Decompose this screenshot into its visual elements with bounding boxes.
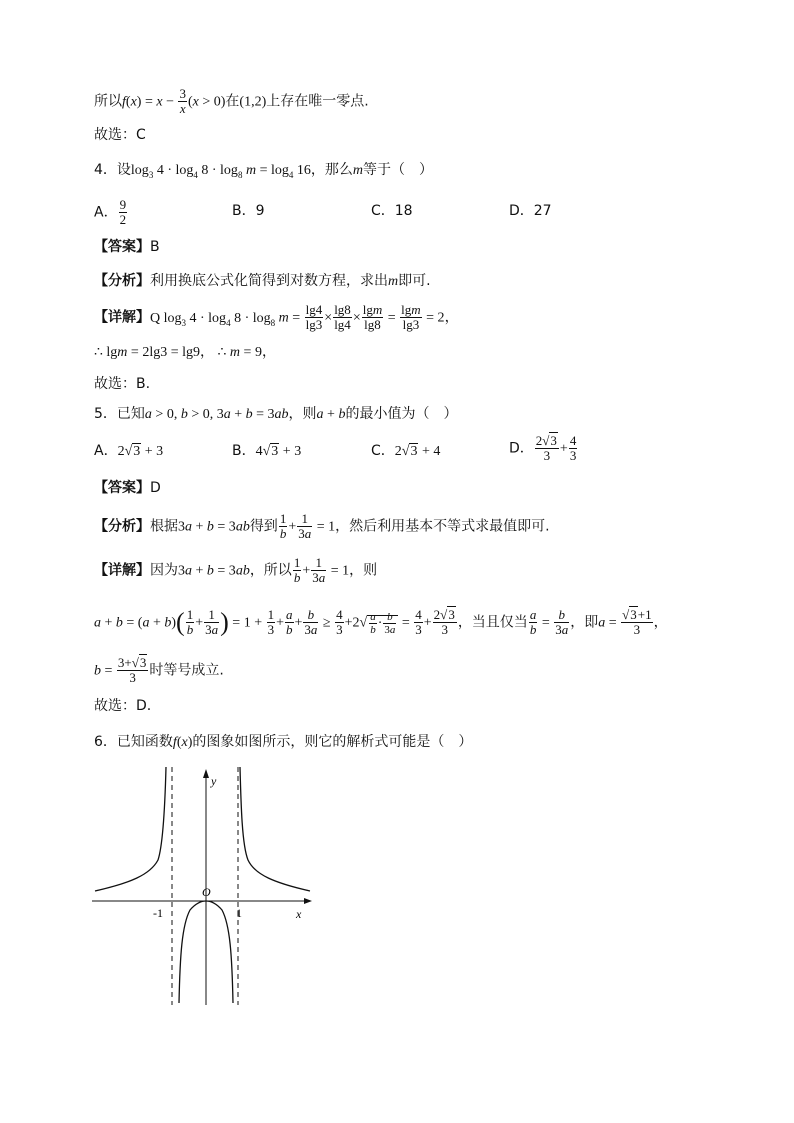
y-axis-label: y xyxy=(211,774,217,788)
q5-detail: 【详解】因为3a + b = 3ab，所以 $\frac{1}{b}$ + $\frac{1}{3a}$ = 1，则 xyxy=(94,555,378,585)
q5-analysis: 【分析】根据3a + b = 3ab得到 $\frac{1}{b}$ + $\frac{1}{3a}$ = 1，然后利用基本不等式求最值即可. xyxy=(94,511,550,541)
fraction: $\frac{3}{x}$ xyxy=(179,86,186,116)
origin-label: O xyxy=(202,885,211,899)
conclusion-line: 所以f(x) = x − $\frac{3}{x}$ (x > 0)在(1,2)上存在唯一零点. xyxy=(94,86,369,116)
tick-label-neg-one: -1 xyxy=(153,906,163,920)
curve-left-branch xyxy=(95,767,166,891)
q5-equality: b = $\frac{3+√3}{3}$ 时等号成立. xyxy=(94,655,224,685)
q4-option-b[interactable]: B．9 xyxy=(232,203,265,219)
tick-label-one: 1 xyxy=(236,906,242,920)
q5-final: 故选：D. xyxy=(94,698,152,714)
q4-detail: 【详解】Q $\log_3 4 \cdot \log_4 8 \cdot \log_8 m$ = $\frac{\lg 4}{\lg 3}$ × $\frac{\lg 8}{\lg 4}$ × $\frac{\lg m}{\lg 8}$ = $\frac{\lg m}{\lg 3}$ = 2， xyxy=(94,302,459,332)
q5-inequality: a + b = (a + b)( $\frac{1}{b}$ + $\frac{1}{3a}$ ) = 1 + $\frac{1}{3}$ + $\frac{a}{b}$ + $\frac{b}{3a}$ ≥ $\frac{4}{3}$ +2√ $\frac{a}{b}$ · $\frac{b}{3a}$ = $\frac{4}{3}$ + $\frac{2√3}{3}$ ，当且仅当 $\frac{a}{b}$ = $\frac{b}{3a}$ ，即a = $\frac{√3+1}{3}$ ， xyxy=(94,607,668,637)
q4-analysis: 【分析】利用换底公式化简得到对数方程，求出m即可. xyxy=(94,273,431,289)
x-axis-arrow xyxy=(304,898,312,904)
q4-answer: 【答案】B xyxy=(94,239,160,255)
question-6-stem: 6．已知函数f(x)的图象如图所示，则它的解析式可能是（ ） xyxy=(94,734,473,750)
question-4-stem: 4．设$\log_3 4 \cdot \log_4 8 \cdot \log_8 m = \log_4 16$，那么m等于（ ） xyxy=(94,162,433,180)
y-axis-arrow xyxy=(203,769,209,778)
function-graph xyxy=(90,765,320,1010)
q4-option-d[interactable]: D．27 xyxy=(509,203,552,219)
q5-option-a[interactable]: A．2√3 + 3 xyxy=(94,443,164,459)
q4-option-a[interactable]: A． $\frac{9}{2}$ xyxy=(94,197,127,227)
answer-line: 故选：C xyxy=(94,127,146,143)
q4-derivation: ∴ lgm = 2lg3 = lg9， ∴ m = 9， xyxy=(94,344,276,360)
curve-right-branch xyxy=(240,767,310,891)
q5-option-b[interactable]: B．4√3 + 3 xyxy=(232,443,302,459)
q4-option-c[interactable]: C．18 xyxy=(371,203,413,219)
q5-answer: 【答案】D xyxy=(94,480,161,496)
x-axis-label: x xyxy=(296,907,302,921)
q5-option-c[interactable]: C．2√3 + 4 xyxy=(371,443,441,459)
q4-final: 故选：B. xyxy=(94,376,151,392)
question-5-stem: 5．已知a > 0, b > 0, 3a + b = 3ab，则a + b的最小值为（ ） xyxy=(94,406,458,422)
q5-option-d[interactable]: D． $\frac{2√3}{3}$ + $\frac{4}{3}$ xyxy=(509,433,577,463)
fraction: $\frac{9}{2}$ xyxy=(119,197,127,227)
